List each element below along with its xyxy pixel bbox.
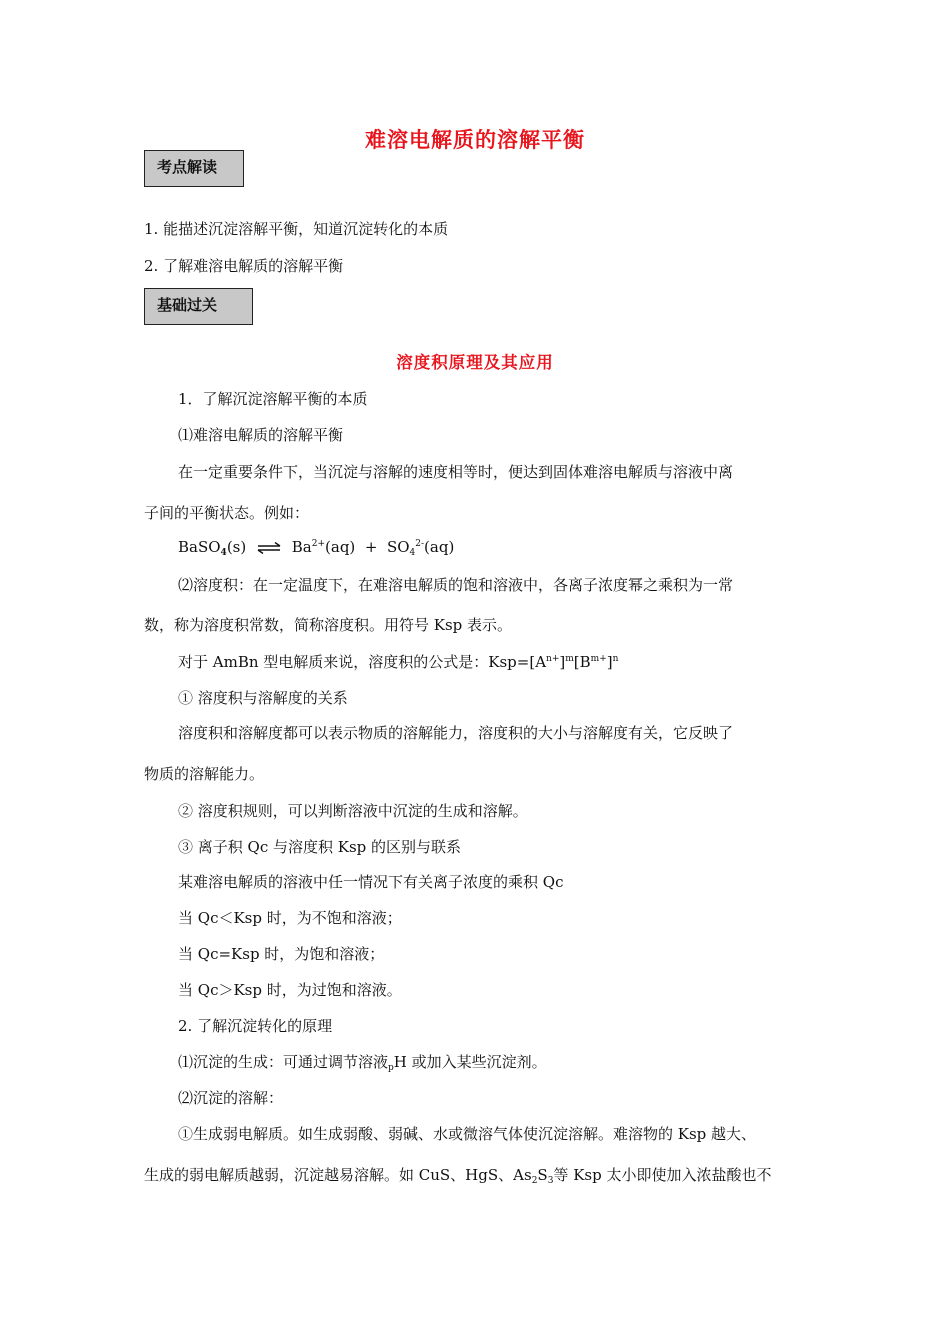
paragraph-11: ② 溶度积规则，可以判断溶液中沉淀的生成和溶解。 xyxy=(178,802,528,820)
paragraph-17: 2. 了解沉淀转化的原理 xyxy=(178,1017,333,1035)
paragraph-12: ③ 离子积 Qc 与溶度积 Ksp 的区别与联系 xyxy=(178,838,462,856)
section-label-kaodian: 考点解读 xyxy=(144,150,244,187)
document-title: 难溶电解质的溶解平衡 xyxy=(365,128,585,152)
paragraph-18: ⑴沉淀的生成：可通过调节溶液$_p$H 或加入某些沉淀剂。 xyxy=(178,1053,547,1073)
paragraph-6: 数，称为溶度积常数，简称溶度积。用符号 Ksp 表示。 xyxy=(144,616,513,634)
section-label-jichu: 基础过关 xyxy=(144,288,253,325)
paragraph-19: ⑵沉淀的溶解： xyxy=(178,1089,284,1107)
paragraph-4: 子间的平衡状态。例如： xyxy=(144,504,310,522)
paragraph-16: 当 Qc＞Ksp 时，为过饱和溶液。 xyxy=(178,981,402,999)
paragraph-14: 当 Qc＜Ksp 时，为不饱和溶液； xyxy=(178,909,402,927)
paragraph-9: 溶度积和溶解度都可以表示物质的溶解能力，溶度积的大小与溶解度有关，它反映了 xyxy=(178,724,734,742)
paragraph-8: ① 溶度积与溶解度的关系 xyxy=(178,689,348,707)
paragraph-3: 在一定重要条件下，当沉淀与溶解的速度相等时，便达到固体难溶电解质与溶液中离 xyxy=(178,463,734,481)
paragraph-15: 当 Qc=Ksp 时，为饱和溶液； xyxy=(178,945,385,963)
chemical-equation: BaSO$_4$(s) $Ba^{2+}(aq) + SO_4^{2-}(aq)$ xyxy=(178,538,455,558)
objective-1: 1. 能描述沉淀溶解平衡，知道沉淀转化的本质 xyxy=(144,220,449,238)
ksp-formula: $Ksp=[A^{n+}]^m[B^{m+}]^n$ xyxy=(488,653,619,671)
equilibrium-arrow-icon xyxy=(257,542,281,554)
paragraph-5: ⑵溶度积：在一定温度下，在难溶电解质的饱和溶液中，各离子浓度幂之乘积为一常 xyxy=(178,576,734,594)
objective-2: 2. 了解难溶电解质的溶解平衡 xyxy=(144,257,344,275)
paragraph-1: 1．了解沉淀溶解平衡的本质 xyxy=(178,390,368,408)
paragraph-21: 生成的弱电解质越弱，沉淀越易溶解。如 CuS、HgS、$As_2S_3$等 Ksp 太小即使加入浓盐酸也不 xyxy=(144,1166,772,1186)
section-subtitle: 溶度积原理及其应用 xyxy=(396,353,554,372)
paragraph-10: 物质的溶解能力。 xyxy=(144,765,265,783)
paragraph-13: 某难溶电解质的溶液中任一情况下有关离子浓度的乘积 Qc xyxy=(178,873,564,891)
paragraph-20: ①生成弱电解质。如生成弱酸、弱碱、水或微溶气体使沉淀溶解。难溶物的 Ksp 越大、 xyxy=(178,1125,757,1143)
paragraph-7: 对于 AmBn 型电解质来说，溶度积的公式是：$Ksp=[A^{n+}]^m[B^{m+}]^n$ xyxy=(178,653,619,671)
paragraph-2: ⑴难溶电解质的溶解平衡 xyxy=(178,426,344,444)
